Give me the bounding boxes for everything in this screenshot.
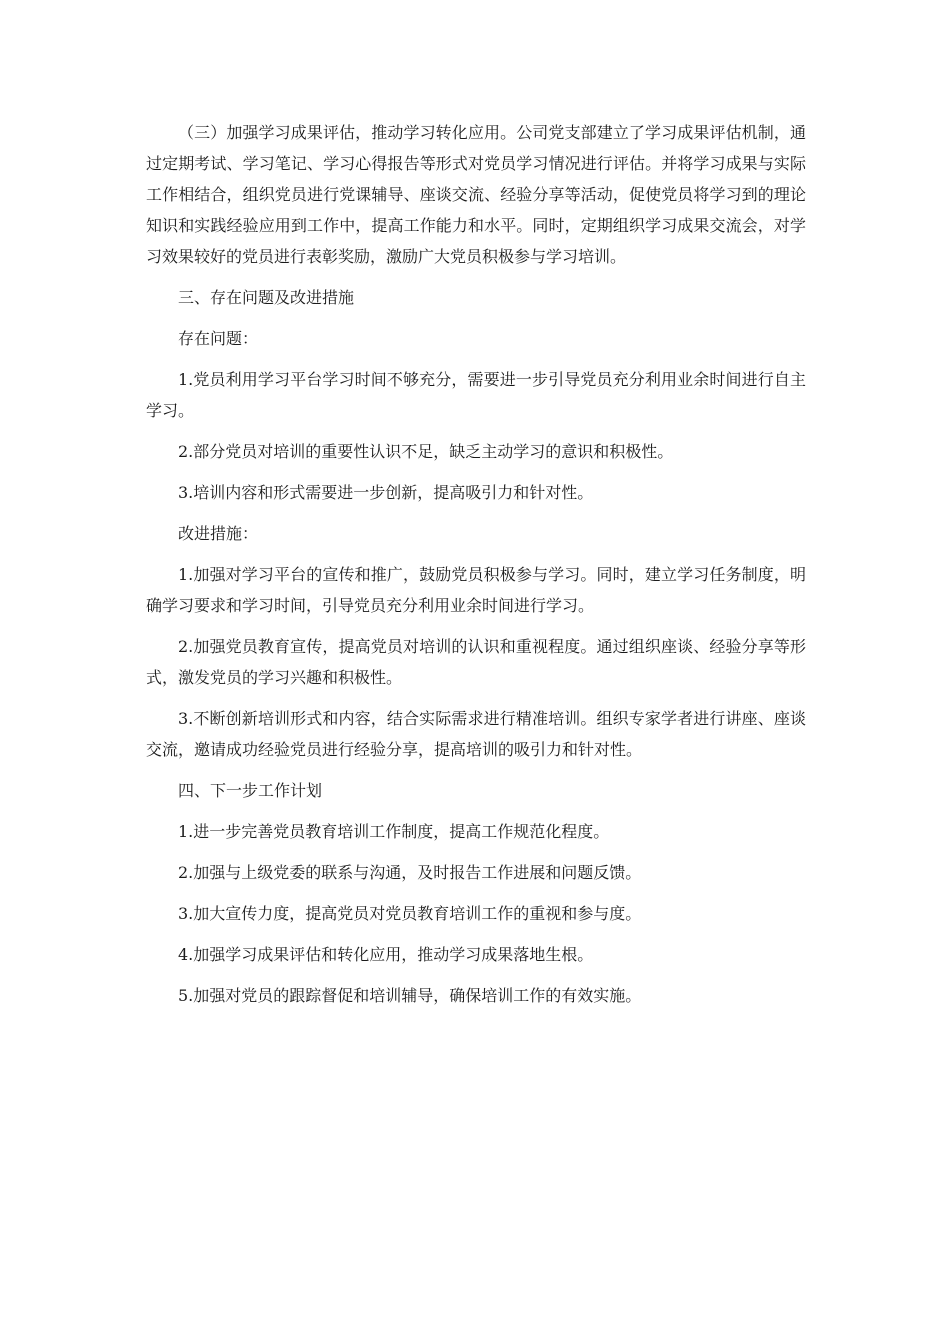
subheading-improvement-measures: 改进措施： <box>178 524 259 543</box>
plan-item-2: 2.加强与上级党委的联系与沟通，及时报告工作进展和问题反馈。 <box>178 863 642 882</box>
problem-item-3: 3.培训内容和形式需要进一步创新，提高吸引力和针对性。 <box>178 483 594 502</box>
plan-item-4: 4.加强学习成果评估和转化应用，推动学习成果落地生根。 <box>178 945 594 964</box>
paragraph-learning-evaluation: （三）加强学习成果评估，推动学习转化应用。公司党支部建立了学习成果评估机制，通过定期考试、学习笔记、学习心得报告等形式对党员学习情况进行评估。并将学习成果与实际工作相结合，组织党员进行党课辅导、座谈交流、经验分享等活动，促使党员将学习到的理论知识和实践经验应用到工作中，提高工作能力和水平。同时，定期组织学习成果交流会，对学习效果较好的党员进行表彰奖励，激励广大党员积极参与学习培训。 <box>146 123 806 266</box>
measure-item-1: 1.加强对学习平台的宣传和推广，鼓励党员积极参与学习。同时，建立学习任务制度，明确学习要求和学习时间，引导党员充分利用业余时间进行学习。 <box>146 565 806 615</box>
section-heading-next-plan: 四、下一步工作计划 <box>178 781 323 800</box>
plan-item-3: 3.加大宣传力度，提高党员对党员教育培训工作的重视和参与度。 <box>178 904 642 923</box>
measure-item-2: 2.加强党员教育宣传，提高党员对培训的认识和重视程度。通过组织座谈、经验分享等形式，激发党员的学习兴趣和积极性。 <box>146 637 806 687</box>
subheading-existing-problems: 存在问题： <box>178 329 259 348</box>
section-heading-problems-measures: 三、存在问题及改进措施 <box>178 288 355 307</box>
problem-item-1: 1.党员利用学习平台学习时间不够充分，需要进一步引导党员充分利用业余时间进行自主学习。 <box>146 370 806 420</box>
measure-item-3: 3.不断创新培训形式和内容，结合实际需求进行精准培训。组织专家学者进行讲座、座谈交流，邀请成功经验党员进行经验分享，提高培训的吸引力和针对性。 <box>146 709 806 759</box>
plan-item-5: 5.加强对党员的跟踪督促和培训辅导，确保培训工作的有效实施。 <box>178 986 642 1005</box>
plan-item-1: 1.进一步完善党员教育培训工作制度，提高工作规范化程度。 <box>178 822 610 841</box>
document-body <box>146 117 806 1021</box>
problem-item-2: 2.部分党员对培训的重要性认识不足，缺乏主动学习的意识和积极性。 <box>178 442 674 461</box>
